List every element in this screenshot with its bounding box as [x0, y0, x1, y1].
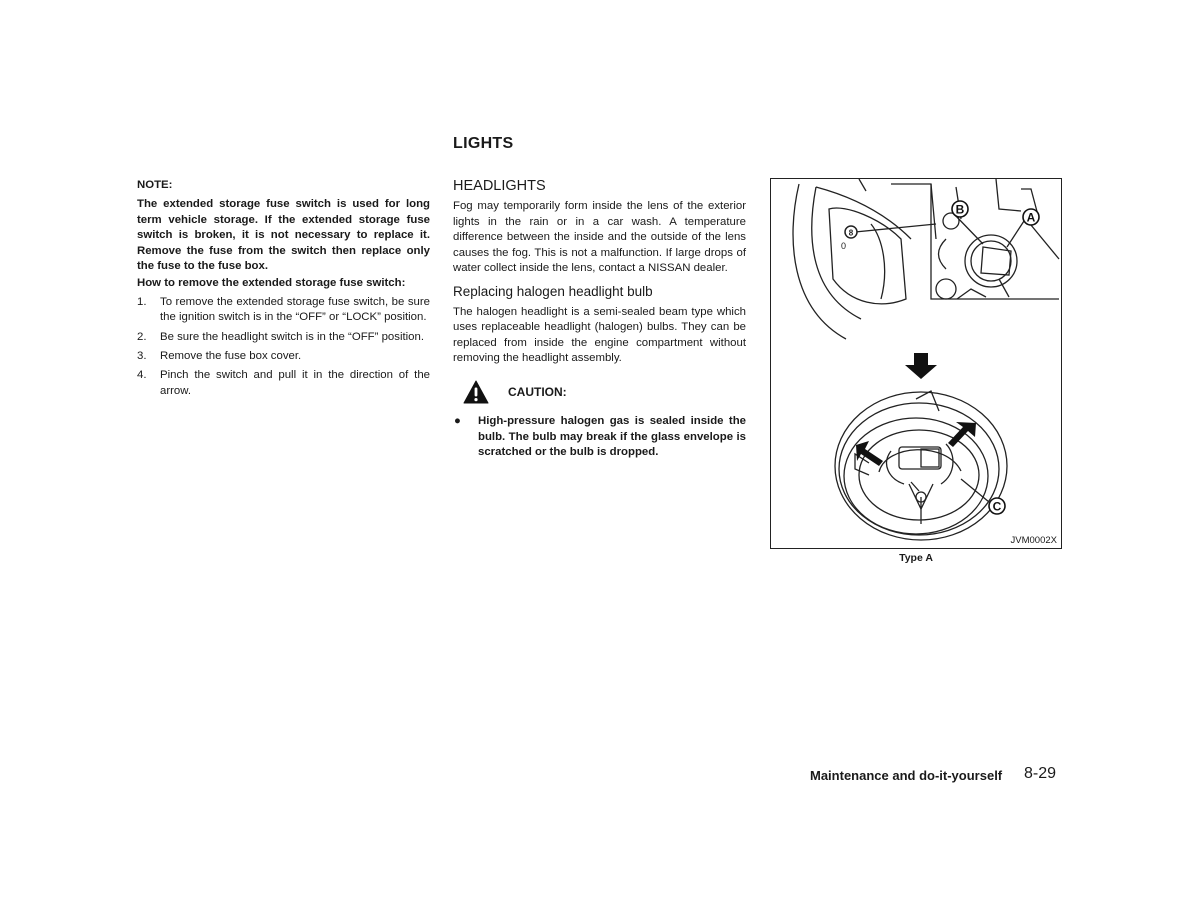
steps-list: [137, 295, 430, 399]
callouts: [952, 201, 1039, 514]
list-item: [137, 295, 430, 326]
howto-title: How to remove the extended storage fuse switch:: [137, 277, 406, 290]
figure-caption: Type A: [899, 552, 933, 564]
middle-column: [453, 178, 746, 461]
step-text: Remove the fuse box cover.: [160, 350, 302, 363]
caution-header: [453, 380, 746, 404]
list-item: [137, 368, 430, 399]
headlights-heading: HEADLIGHTS: [453, 178, 546, 194]
right-arrow-icon: [856, 441, 883, 466]
headlights-text: Fog may temporarily form inside the lens of the exterior lights in the rain or in a car wash. A temperature difference between the inside and the outside of the lens causes the fog. This is not a malfunction. If large drops of water collect inside the lens, contact a NISSAN dealer.: [453, 200, 746, 275]
svg-text:0: 0: [841, 241, 847, 251]
list-item: [137, 349, 430, 364]
callout-b: B: [955, 202, 965, 217]
page-number: 8-29: [1024, 765, 1057, 782]
replacing-text: The halogen headlight is a semi-sealed beam type which uses replaceable headlight (halogen) bulbs. They can be replaced from inside the engine compartment without removing the headlight assembly.: [453, 305, 746, 365]
caution-item: [453, 414, 746, 460]
step-text: To remove the extended storage fuse switch, be sure the ignition switch is in the “OFF” or “LOCK” position.: [160, 295, 430, 324]
step-text: Be sure the headlight switch is in the “OFF” position.: [160, 330, 425, 343]
note-label: NOTE:: [137, 179, 173, 191]
step-number: 3.: [137, 350, 147, 363]
warning-icon: [463, 380, 489, 404]
headlight-bulb-illustration: [771, 179, 1061, 548]
list-item: [137, 330, 430, 345]
callout-a: A: [1026, 210, 1036, 225]
figure-code: JVM0002X: [1010, 535, 1057, 546]
replacing-heading: Replacing halogen headlight bulb: [453, 284, 653, 300]
step-text: Pinch the switch and pull it in the direction of the arrow.: [160, 369, 430, 397]
step-number: 4.: [137, 369, 147, 382]
left-column: [137, 178, 430, 403]
caution-text: High-pressure halogen gas is sealed inside the bulb. The bulb may break if the glass envelope is scratched or the bulb is dropped.: [478, 415, 746, 459]
svg-text:8: 8: [848, 228, 854, 238]
down-arrow-icon: [905, 353, 937, 379]
callout-c: C: [992, 499, 1002, 514]
headlight-figure: [770, 178, 1062, 549]
section-title: LIGHTS: [453, 135, 514, 152]
step-number: 1.: [137, 295, 147, 308]
footer-section-title: Maintenance and do-it-yourself: [810, 768, 1003, 783]
caution-label: CAUTION:: [508, 384, 567, 399]
bullet: ●: [454, 415, 461, 428]
note-text: The extended storage fuse switch is used for long term vehicle storage. If the extended storage fuse switch is broken, it is not necessary to replace it. Remove the fuse from the switch then replace only the fuse to the fuse box.: [137, 198, 430, 273]
step-number: 2.: [137, 330, 147, 343]
